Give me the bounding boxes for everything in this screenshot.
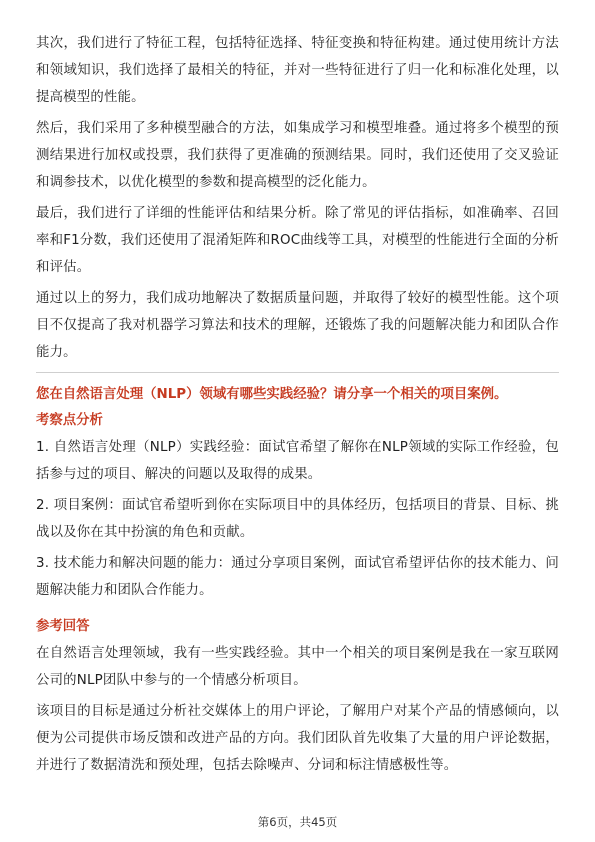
answer-paragraph: 在自然语言处理领域，我有一些实践经验。其中一个相关的项目案例是我在一家互联网公司的NLP团队中参与的一个情感分析项目。 (36, 646, 559, 688)
document-page (36, 30, 559, 783)
page-number: 第6页，共45页 (257, 815, 338, 829)
interview-question: 您在自然语言处理（NLP）领域有哪些实践经验？请分享一个相关的项目案例。 (36, 387, 508, 402)
section-divider (36, 372, 559, 373)
answer-heading: 参考回答 (36, 619, 90, 634)
analysis-item: 1. 自然语言处理（NLP）实践经验：面试官希望了解你在NLP领域的实际工作经验，包括参与过的项目、解决的问题以及取得的成果。 (36, 440, 559, 482)
analysis-item: 2. 项目案例：面试官希望听到你在实际项目中的具体经历，包括项目的背景、目标、挑战以及你在其中扮演的角色和贡献。 (36, 498, 559, 540)
answer-paragraph: 该项目的目标是通过分析社交媒体上的用户评论，了解用户对某个产品的情感倾向，以便为公司提供市场反馈和改进产品的方向。我们团队首先收集了大量的用户评论数据，并进行了数据清洗和预处理，包括去除噪声、分词和标注情感极性等。 (36, 704, 559, 773)
body-paragraph: 通过以上的努力，我们成功地解决了数据质量问题，并取得了较好的模型性能。这个项目不仅提高了我对机器学习算法和技术的理解，还锻炼了我的问题解决能力和团队合作能力。 (36, 291, 559, 360)
analysis-heading: 考察点分析 (36, 413, 103, 428)
body-paragraph: 最后，我们进行了详细的性能评估和结果分析。除了常见的评估指标，如准确率、召回率和F1分数，我们还使用了混淆矩阵和ROC曲线等工具，对模型的性能进行全面的分析和评估。 (36, 206, 559, 275)
body-paragraph: 其次，我们进行了特征工程，包括特征选择、特征变换和特征构建。通过使用统计方法和领域知识，我们选择了最相关的特征，并对一些特征进行了归一化和标准化处理，以提高模型的性能。 (36, 36, 559, 105)
analysis-item: 3. 技术能力和解决问题的能力：通过分享项目案例，面试官希望评估你的技术能力、问题解决能力和团队合作能力。 (36, 556, 559, 598)
body-paragraph: 然后，我们采用了多种模型融合的方法，如集成学习和模型堆叠。通过将多个模型的预测结果进行加权或投票，我们获得了更准确的预测结果。同时，我们还使用了交叉验证和调参技术，以优化模型的参数和提高模型的泛化能力。 (36, 121, 559, 190)
